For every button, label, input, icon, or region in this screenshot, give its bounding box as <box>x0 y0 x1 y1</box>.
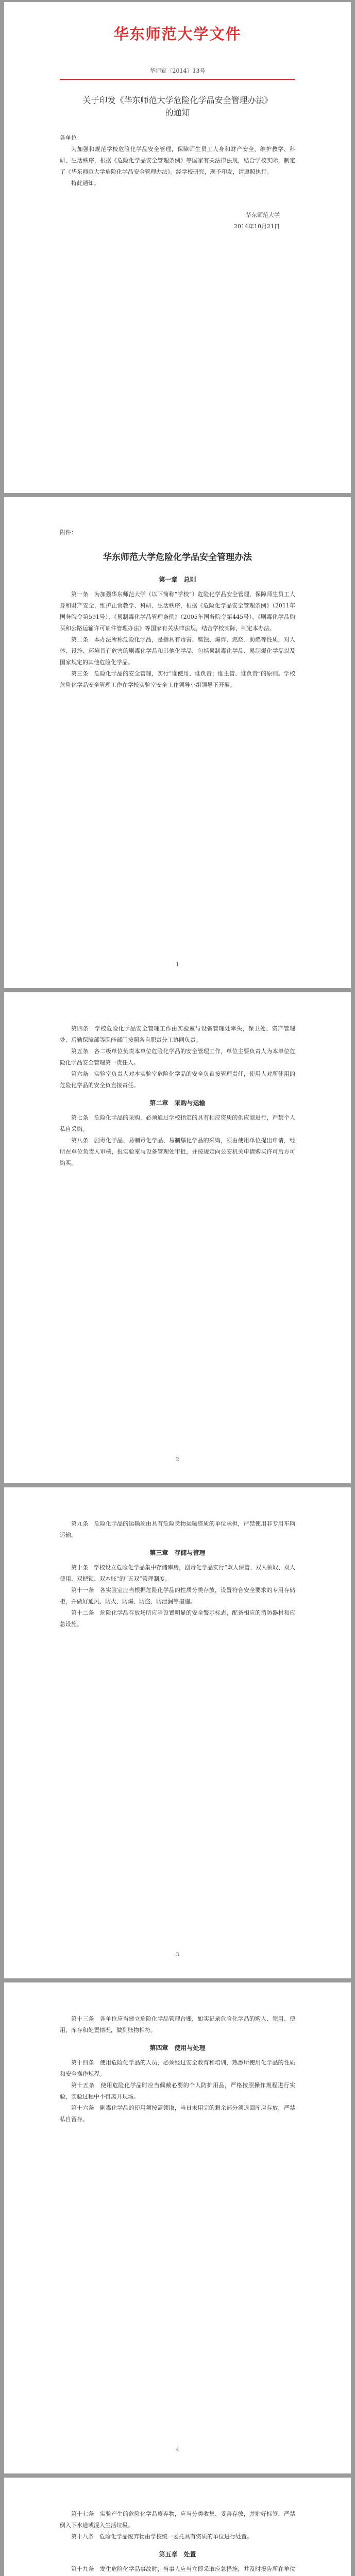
chapter-heading: 第三章 存储与管理 <box>149 1549 206 1556</box>
chapter-heading: 第五章 处置 <box>159 2551 196 2558</box>
article: 第十八条 危险化学品废弃物由学校统一委托具有资质的单位进行处置。 <box>71 2533 252 2540</box>
article: 第十三条 各单位应当建立危险化学品管理台账，如实记录危险化学品的购入、领用、使用、库存和处置情况，做到账物相符。 <box>60 2015 295 2033</box>
page-number: 3 <box>176 1952 179 1958</box>
signer: 华东师范大学 <box>246 212 280 218</box>
article: 第十七条 实验产生的危险化学品废弃物，应当分类收集、妥善存放，并贴好标签，严禁倒入下水道或混入生活垃圾。 <box>60 2511 295 2529</box>
notice-body: 为加强和规范学校危险化学品安全管理，保障师生员工人身和财产安全，维护教学、科研、生活秩序，根据《危险化学品安全管理条例》等国家有关法律法规，结合学校实际，制定了《华东师范大学危险化学品安全管理办法》。经学校研究，现予印发，请遵照执行。 <box>60 146 295 175</box>
attachment-label: 附件： <box>60 529 77 536</box>
article: 第三条 危险化学品的安全管理，实行“谁使用、谁负责；谁主管、谁负责”的原则。学校危险化学品安全管理工作在学校实验室安全工作领导小组领导下开展。 <box>60 670 295 688</box>
article: 第八条 剧毒化学品、易制毒化学品、易制爆化学品的采购，须由使用单位提出申请，经所在单位负责人审核，报实验室与设备管理处审批，并按规定向公安机关申请购买许可后方可购买。 <box>60 1137 295 1166</box>
masthead: 华东师范大学文件 <box>113 25 242 43</box>
chapter-heading: 第二章 采购与运输 <box>149 1099 206 1107</box>
article: 第十四条 使用危险化学品的人员，必须经过安全教育和培训，熟悉所使用化学品的性质和安全操作规程。 <box>60 2059 295 2077</box>
article: 第十九条 发生危险化学品事故时，当事人应当立即采取应急措施，并及时报告所在单位 <box>71 2566 295 2572</box>
notice-title: 关于印发《华东师范大学危险化学品安全管理办法》的通知 <box>82 95 273 117</box>
article: 第六条 实验室负责人对本实验室危险化学品的安全负直接管理责任，使用人对所使用的危险化学品的安全负直接责任。 <box>60 1071 295 1089</box>
article: 第十二条 危险化学品存放场所应当设置明显的安全警示标志，配备相应的消防器材和应急设施。 <box>60 1609 295 1628</box>
page-5 <box>4 1982 351 2473</box>
page-number: 4 <box>176 2447 179 2453</box>
article: 第九条 危险化学品的运输须由具有危险货物运输资质的单位承担，严禁使用非专用车辆运输。 <box>60 1520 295 1538</box>
article: 第一条 为加强华东师范大学（以下简称“学校”）危险化学品安全管理，保障师生员工人身和财产安全，维护正常教学、科研、生活秩序，根据《危险化学品安全管理条例》（2011年国务院令第591号）、《易制毒化学品管理条例》（2005年国务院令第445号）、《剧毒化学品购买和公路运输许可证件管理办法》等国家有关法律法规，结合学校实际，制定本办法。 <box>60 591 295 632</box>
page-6 <box>4 2478 351 2576</box>
salutation: 各单位： <box>60 134 82 141</box>
page-number: 1 <box>176 962 179 968</box>
red-divider <box>60 79 295 80</box>
article: 第二条 本办法所称危险化学品，是指具有毒害、腐蚀、爆炸、燃烧、助燃等性质，对人体、设施、环境具有危害的剧毒化学品和其他化学品，包括易制毒化学品、易制爆化学品以及国家规定的其他危险化学品。 <box>60 636 295 666</box>
document-number: 华师宣〔2014〕13号 <box>149 67 206 74</box>
article: 第十六条 剧毒化学品的使用须按需领取，当日未用完的剩余部分须退回库房存放，严禁私自留存。 <box>60 2105 295 2123</box>
article: 第七条 危险化学品的采购，必须通过学校指定的具有相应资质的供应商进行，严禁个人私自采购。 <box>60 1114 295 1132</box>
chapter-heading: 第四章 使用与处理 <box>149 2044 206 2052</box>
article: 第十条 学校设立危险化学品集中存储库房，剧毒化学品实行“双人保管、双人领取、双人使用、双把锁、双本账”的“五双”管理制度。 <box>60 1564 295 1582</box>
page-3 <box>4 992 351 1483</box>
page-number: 2 <box>176 1457 179 1463</box>
article: 第十五条 使用危险化学品时应当佩戴必要的个人防护用品，严格按照操作规程进行实验，实验过程中不得离开现场。 <box>60 2082 295 2100</box>
article: 第五条 各二级单位负责本单位危险化学品的安全管理工作，单位主要负责人为本单位危险化学品安全管理第一责任人。 <box>60 1048 295 1066</box>
page-1 <box>4 2 351 493</box>
article: 第四条 学校危险化学品安全管理工作由实验室与设备管理处牵头，保卫处、资产管理处、后勤保障部等职能部门按照各自职责分工协同负责。 <box>60 1025 295 1043</box>
page-4 <box>4 1487 351 1978</box>
notice-closing: 特此通知。 <box>71 180 99 187</box>
page-2 <box>4 497 351 988</box>
article: 第十一条 各实验室应当根据危险化学品的性质分类存放，设置符合安全要求的专用存储柜，并做好通风、防火、防爆、防盗、防泄漏等措施。 <box>60 1587 295 1605</box>
chapter-heading: 第一章 总则 <box>159 576 196 583</box>
issue-date: 2014年10月21日 <box>234 223 280 230</box>
regulation-title: 华东师范大学危险化学品安全管理办法 <box>103 552 252 563</box>
